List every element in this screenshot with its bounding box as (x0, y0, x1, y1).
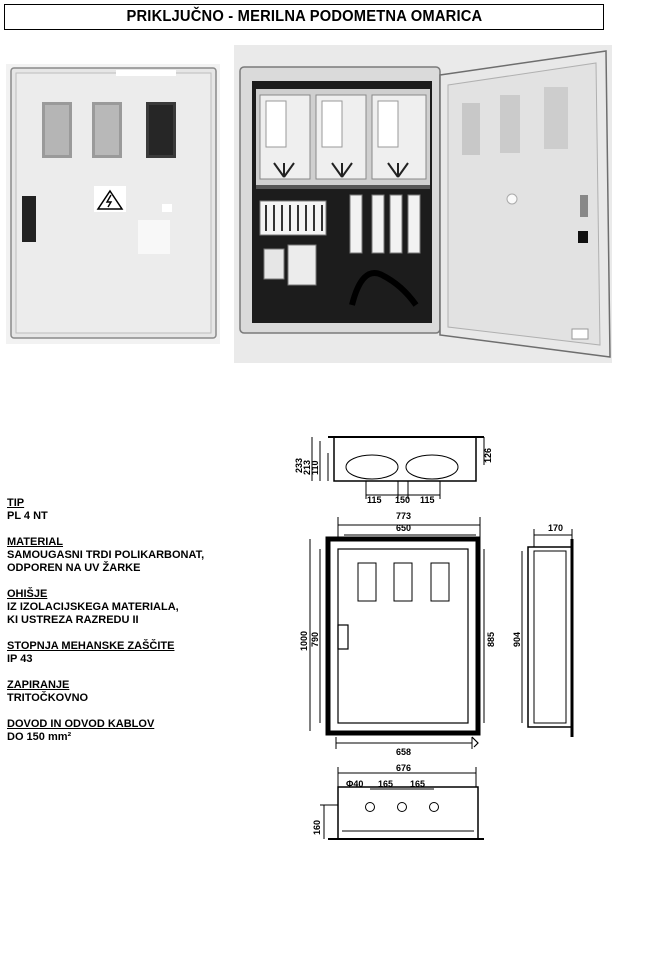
spec-closing (7, 679, 267, 705)
dim-126: 126 (483, 447, 493, 463)
dim-170: 170 (548, 523, 564, 533)
spec-label: DOVOD IN ODVOD KABLOV (7, 718, 155, 730)
bottom-view (320, 767, 484, 839)
dim-658: 658 (396, 747, 412, 757)
spec-label: ZAPIRANJE (7, 679, 70, 691)
spec-label: MATERIAL (7, 536, 64, 548)
spec-value: DO 150 mm² (7, 731, 72, 743)
specifications-list (7, 497, 267, 757)
spec-material (7, 536, 267, 575)
spec-label: TIP (7, 497, 25, 509)
spec-housing (7, 588, 267, 627)
photo-open-cabinet (234, 45, 612, 363)
dim-676: 676 (396, 763, 412, 773)
spec-value: TRITOČKOVNO (7, 692, 89, 704)
spec-cables (7, 718, 267, 744)
photo-closed-cabinet (6, 64, 220, 344)
dim-115-right: 115 (420, 495, 435, 505)
spec-type (7, 497, 267, 523)
dim-650: 650 (396, 523, 412, 533)
dim-115-left: 115 (367, 495, 382, 505)
dim-160: 160 (312, 819, 322, 835)
dim-150: 150 (395, 495, 411, 505)
spec-value: PL 4 NT (7, 510, 48, 522)
door-latch (580, 195, 588, 217)
spec-value: SAMOUGASNI TRDI POLIKARBONAT, ODPOREN NA UV ŽARKE (7, 549, 205, 574)
dim-233: 233 (294, 457, 304, 473)
technical-drawing (290, 425, 590, 855)
meter (260, 95, 310, 179)
spec-label: STOPNJA MEHANSKE ZAŠČITE (7, 640, 175, 652)
spec-value: IZ IZOLACIJSKEGA MATERIALA, KI USTREZA RAZREDU II (7, 601, 179, 626)
spec-label: OHIŠJE (7, 588, 48, 600)
meter (372, 95, 426, 179)
dim-213: 213 (302, 459, 312, 475)
dim-790: 790 (310, 631, 320, 647)
title-box (4, 4, 604, 30)
top-view (312, 437, 484, 499)
front-view (310, 517, 484, 749)
dim-885: 885 (486, 631, 496, 647)
dim-110: 110 (310, 460, 320, 475)
meter-window (42, 102, 72, 158)
dim-1000: 1000 (299, 630, 309, 651)
dim-phi40: Φ40 (346, 779, 364, 789)
spec-value: IP 43 (7, 653, 33, 665)
high-voltage-warning-icon (94, 186, 126, 212)
meter-window (146, 102, 176, 158)
spec-protection (7, 640, 267, 666)
dim-165-right: 165 (410, 779, 426, 789)
document-title: PRIKLJUČNO - MERILNA PODOMETNA OMARICA (126, 8, 482, 25)
dim-165-left: 165 (378, 779, 394, 789)
dim-904: 904 (512, 631, 522, 647)
dim-773: 773 (396, 511, 412, 521)
door-lock-handle (22, 196, 36, 242)
meter-window (92, 102, 122, 158)
side-view (522, 529, 572, 737)
meter (316, 95, 366, 179)
